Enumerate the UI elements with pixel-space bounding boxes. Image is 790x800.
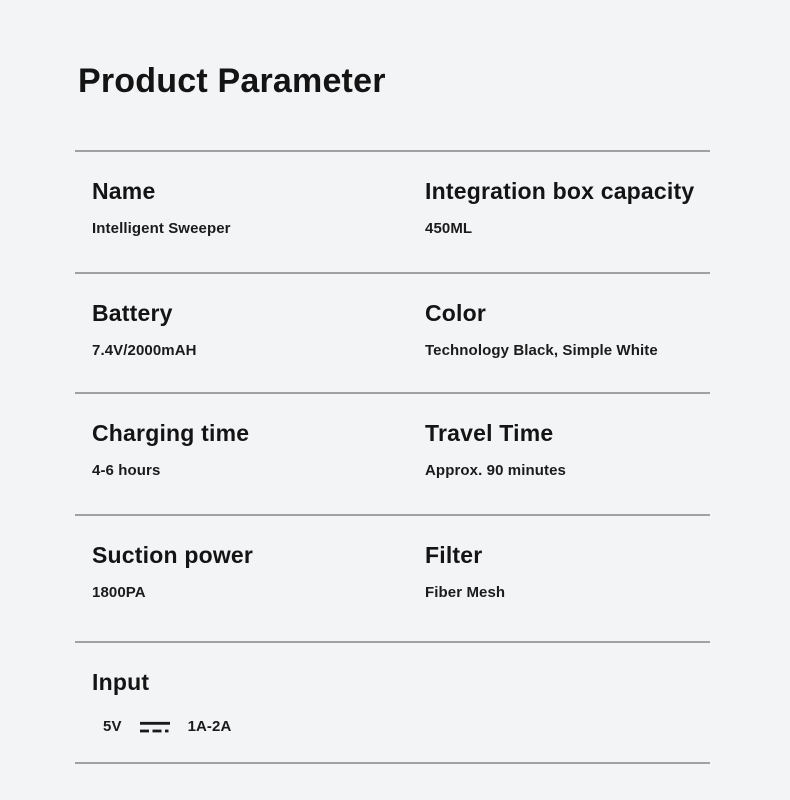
spec-row-battery-color — [75, 272, 710, 392]
spec-row-name-capacity — [75, 150, 710, 272]
spec-label: Integration box capacity — [425, 178, 695, 204]
spec-value: Fiber Mesh — [425, 584, 506, 601]
spec-value: Technology Black, Simple White — [425, 342, 658, 359]
input-spec-value — [103, 718, 425, 736]
spec-label: Battery — [92, 300, 173, 326]
spec-cell-battery — [75, 274, 425, 392]
spec-cell-color — [425, 274, 710, 392]
spec-value: 4-6 hours — [92, 462, 161, 479]
spec-cell-charging-time — [75, 394, 425, 514]
input-voltage: 5V — [103, 718, 122, 735]
spec-table — [75, 150, 710, 764]
input-current: 1A-2A — [187, 718, 232, 735]
spec-row-suction-filter — [75, 514, 710, 641]
dc-symbol-icon — [139, 721, 171, 734]
spec-cell-input — [75, 643, 425, 762]
spec-cell-capacity — [425, 152, 710, 272]
spec-cell-name — [75, 152, 425, 272]
page-title: Product Parameter — [78, 62, 386, 100]
spec-cell-travel-time — [425, 394, 710, 514]
spec-label: Color — [425, 300, 487, 326]
spec-value: 1800PA — [92, 584, 146, 601]
spec-cell-suction-power — [75, 516, 425, 641]
spec-cell-filter — [425, 516, 710, 641]
spec-value: 7.4V/2000mAH — [92, 342, 197, 359]
spec-label: Filter — [425, 542, 483, 568]
spec-label: Name — [92, 178, 156, 204]
spec-row-input — [75, 641, 710, 762]
spec-label: Input — [92, 669, 150, 695]
spec-label: Suction power — [92, 542, 254, 568]
spec-value: Approx. 90 minutes — [425, 462, 566, 479]
spec-cell-empty — [425, 643, 710, 762]
spec-row-charging-travel — [75, 392, 710, 514]
spec-label: Travel Time — [425, 420, 554, 446]
spec-value: 450ML — [425, 220, 473, 237]
spec-label: Charging time — [92, 420, 250, 446]
spec-value: Intelligent Sweeper — [92, 220, 231, 237]
